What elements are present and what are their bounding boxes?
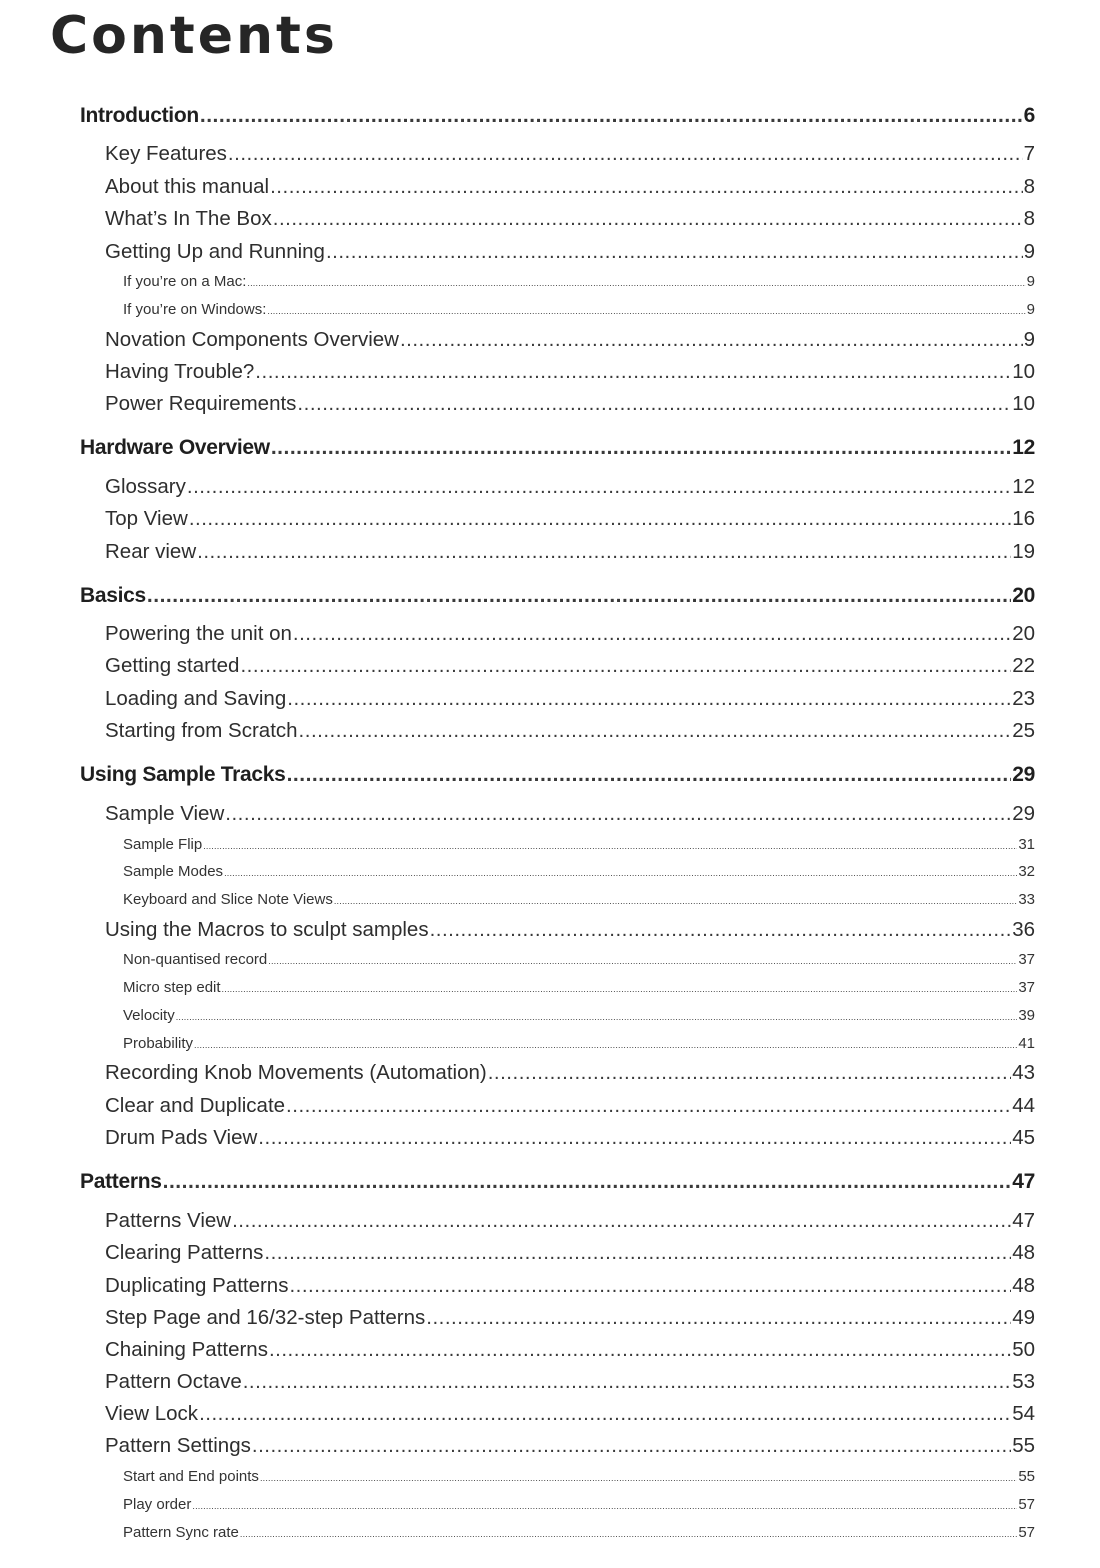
dot-leader [197, 540, 1011, 564]
dot-leader [293, 622, 1011, 646]
toc-entry-label: About this manual [105, 175, 270, 198]
toc-entry-label: Probability [123, 1035, 194, 1052]
toc-entry-page-number: 53 [1012, 1370, 1035, 1393]
toc-entry[interactable] [105, 240, 1035, 264]
toc-entry-page-number: 23 [1012, 687, 1035, 710]
dot-leader [297, 392, 1011, 416]
toc-entry-page-number: 19 [1012, 540, 1035, 563]
toc-entry[interactable] [105, 360, 1035, 384]
toc-section[interactable] [80, 1170, 1035, 1194]
toc-entry-label: Powering the unit on [105, 622, 292, 645]
toc-entry[interactable] [105, 1241, 1035, 1265]
toc-entry-label: Using the Macros to sculpt samples [105, 918, 429, 941]
toc-entry-label: Pattern Octave [105, 1370, 242, 1393]
toc-entry-page-number: 32 [1018, 863, 1035, 880]
toc-entry-page-number: 6 [1023, 104, 1035, 127]
toc-entry-label: Pattern Settings [105, 1434, 251, 1457]
toc-entry-page-number: 9 [1026, 273, 1035, 290]
toc-entry-label: View Lock [105, 1402, 199, 1425]
dot-leader [224, 868, 1017, 878]
toc-entry-page-number: 54 [1012, 1402, 1035, 1425]
toc-entry-page-number: 44 [1012, 1094, 1035, 1117]
toc-entry-label: Loading and Saving [105, 687, 287, 710]
dot-leader [264, 1241, 1011, 1265]
toc-entry-page-number: 10 [1012, 360, 1035, 383]
toc-entry-label: Pattern Sync rate [123, 1524, 239, 1541]
dot-leader [240, 1529, 1017, 1539]
toc-entry-label: Rear view [105, 540, 197, 563]
toc-entry[interactable] [105, 1370, 1035, 1394]
toc-entry-label: Having Trouble? [105, 360, 255, 383]
toc-entry-page-number: 10 [1012, 392, 1035, 415]
dot-leader [400, 328, 1023, 352]
toc-entry-page-number: 29 [1012, 763, 1035, 786]
toc-entry[interactable] [105, 1338, 1035, 1362]
toc-entry-label: Micro step edit [123, 979, 221, 996]
dot-leader [243, 1370, 1011, 1394]
toc-entry-page-number: 29 [1012, 802, 1035, 825]
toc-entry-page-number: 36 [1012, 918, 1035, 941]
toc-entry-page-number: 33 [1018, 891, 1035, 908]
toc-entry[interactable] [105, 475, 1035, 499]
toc-entry-page-number: 7 [1023, 142, 1035, 165]
toc-entry-label: Recording Knob Movements (Automation) [105, 1061, 487, 1084]
dot-leader [326, 240, 1023, 264]
toc-subentry[interactable] [123, 1007, 1035, 1024]
toc-entry-page-number: 37 [1018, 979, 1035, 996]
toc-entry-page-number: 41 [1018, 1035, 1035, 1052]
toc-entry-page-number: 20 [1012, 584, 1035, 607]
toc-entry-label: Introduction [80, 104, 199, 127]
dot-leader [187, 475, 1011, 499]
dot-leader [222, 984, 1018, 994]
toc-entry-page-number: 12 [1012, 436, 1035, 459]
toc-entry[interactable] [105, 687, 1035, 711]
toc-entry-page-number: 39 [1018, 1007, 1035, 1024]
toc-subentry[interactable] [123, 301, 1035, 318]
toc-entry[interactable] [105, 328, 1035, 352]
toc-entry-page-number: 31 [1018, 836, 1035, 853]
toc-entry-page-number: 43 [1012, 1061, 1035, 1084]
toc-entry-label: Chaining Patterns [105, 1338, 268, 1361]
toc-entry[interactable] [105, 1061, 1035, 1085]
dot-leader [228, 142, 1023, 166]
toc-entry[interactable] [105, 507, 1035, 531]
toc-entry-label: Top View [105, 507, 188, 530]
dot-leader [289, 1274, 1011, 1298]
toc-entry-label: Patterns [80, 1170, 162, 1193]
toc-entry[interactable] [105, 540, 1035, 564]
toc-entry-label: Basics [80, 584, 146, 607]
dot-leader [247, 278, 1025, 288]
toc-entry-page-number: 37 [1018, 951, 1035, 968]
toc-subentry[interactable] [123, 1524, 1035, 1541]
toc-entry-label: Duplicating Patterns [105, 1274, 289, 1297]
toc-entry[interactable] [105, 142, 1035, 166]
dot-leader [268, 956, 1017, 966]
dot-leader [240, 654, 1011, 678]
toc-entry-page-number: 22 [1012, 654, 1035, 677]
toc-entry-label: Getting Up and Running [105, 240, 325, 263]
toc-entry[interactable] [105, 622, 1035, 646]
toc-subentry[interactable] [123, 1035, 1035, 1052]
dot-leader [225, 802, 1011, 826]
toc-entry[interactable] [105, 802, 1035, 826]
dot-leader [194, 1040, 1017, 1050]
toc-subentry[interactable] [123, 836, 1035, 853]
toc-entry-label: Clear and Duplicate [105, 1094, 286, 1117]
toc-entry[interactable] [105, 918, 1035, 942]
dot-leader [252, 1434, 1011, 1458]
toc-section[interactable] [80, 104, 1035, 128]
toc-subentry[interactable] [123, 979, 1035, 996]
toc-entry-page-number: 8 [1023, 207, 1035, 230]
toc-entry-label: Sample Modes [123, 863, 224, 880]
toc-entry[interactable] [105, 1126, 1035, 1150]
dot-leader [200, 104, 1023, 128]
dot-leader [203, 841, 1017, 851]
dot-leader [287, 763, 1012, 787]
toc-entry-label: Step Page and 16/32-step Patterns [105, 1306, 426, 1329]
dot-leader [273, 207, 1023, 231]
toc-entry-page-number: 48 [1012, 1241, 1035, 1264]
dot-leader [269, 1338, 1011, 1362]
toc-entry-page-number: 12 [1012, 475, 1035, 498]
toc-entry-label: If you’re on Windows: [123, 301, 267, 318]
dot-leader [270, 175, 1022, 199]
toc-entry-page-number: 45 [1012, 1126, 1035, 1149]
toc-entry-page-number: 50 [1012, 1338, 1035, 1361]
toc-subentry[interactable] [123, 1468, 1035, 1485]
toc-entry-page-number: 8 [1023, 175, 1035, 198]
toc-entry-label: Non-quantised record [123, 951, 268, 968]
toc-entry-page-number: 9 [1023, 240, 1035, 263]
toc-entry-label: Sample View [105, 802, 225, 825]
dot-leader [199, 1402, 1011, 1426]
toc-subentry[interactable] [123, 891, 1035, 908]
toc-entry-page-number: 9 [1023, 328, 1035, 351]
toc-entry-label: Play order [123, 1496, 192, 1513]
toc-entry-label: Getting started [105, 654, 240, 677]
toc-entry[interactable] [105, 1402, 1035, 1426]
toc-entry-label: Clearing Patterns [105, 1241, 264, 1264]
dot-leader [163, 1170, 1012, 1194]
page-title: Contents [50, 6, 338, 66]
toc-entry-label: Key Features [105, 142, 227, 165]
toc-section[interactable] [80, 763, 1035, 787]
toc-entry-page-number: 49 [1012, 1306, 1035, 1329]
dot-leader [176, 1012, 1018, 1022]
dot-leader [299, 719, 1012, 743]
toc-entry-label: Drum Pads View [105, 1126, 258, 1149]
dot-leader [147, 584, 1011, 608]
toc-entry-page-number: 20 [1012, 622, 1035, 645]
toc-entry-page-number: 16 [1012, 507, 1035, 530]
toc-entry[interactable] [105, 207, 1035, 231]
dot-leader [426, 1306, 1011, 1330]
toc-entry-label: What’s In The Box [105, 207, 272, 230]
dot-leader [267, 306, 1025, 316]
toc-entry-page-number: 25 [1012, 719, 1035, 742]
toc-entry[interactable] [105, 1434, 1035, 1458]
toc-entry[interactable] [105, 654, 1035, 678]
dot-leader [287, 687, 1011, 711]
toc-entry-page-number: 47 [1012, 1170, 1035, 1193]
toc-entry-page-number: 55 [1018, 1468, 1035, 1485]
dot-leader [260, 1473, 1017, 1483]
dot-leader [430, 918, 1012, 942]
toc-entry-page-number: 57 [1018, 1496, 1035, 1513]
dot-leader [255, 360, 1011, 384]
toc-subentry[interactable] [123, 863, 1035, 880]
toc-entry[interactable] [105, 1209, 1035, 1233]
toc-entry-label: Sample Flip [123, 836, 203, 853]
dot-leader [286, 1094, 1011, 1118]
toc-entry-label: If you’re on a Mac: [123, 273, 247, 290]
toc-entry-label: Using Sample Tracks [80, 763, 286, 786]
dot-leader [232, 1209, 1011, 1233]
toc-entry-page-number: 55 [1012, 1434, 1035, 1457]
dot-leader [189, 507, 1011, 531]
toc-entry[interactable] [105, 1274, 1035, 1298]
dot-leader [258, 1126, 1011, 1150]
toc-entry-label: Glossary [105, 475, 186, 498]
toc-entry[interactable] [105, 719, 1035, 743]
dot-leader [271, 436, 1011, 460]
toc-subentry[interactable] [123, 951, 1035, 968]
toc-entry[interactable] [105, 392, 1035, 416]
toc-entry-label: Velocity [123, 1007, 175, 1024]
toc-entry-label: Hardware Overview [80, 436, 270, 459]
toc-entry-label: Patterns View [105, 1209, 232, 1232]
toc-entry-page-number: 47 [1012, 1209, 1035, 1232]
toc-entry-label: Keyboard and Slice Note Views [123, 891, 333, 908]
toc-entry-page-number: 57 [1018, 1524, 1035, 1541]
dot-leader [488, 1061, 1011, 1085]
toc-entry[interactable] [105, 1094, 1035, 1118]
toc-entry-page-number: 9 [1026, 301, 1035, 318]
toc-entry-label: Start and End points [123, 1468, 259, 1485]
dot-leader [192, 1501, 1017, 1511]
toc-subentry[interactable] [123, 273, 1035, 290]
toc-entry[interactable] [105, 175, 1035, 199]
toc-entry[interactable] [105, 1306, 1035, 1330]
toc-entry-page-number: 48 [1012, 1274, 1035, 1297]
toc-entry-label: Power Requirements [105, 392, 297, 415]
toc-section[interactable] [80, 436, 1035, 460]
toc-entry-label: Novation Components Overview [105, 328, 399, 351]
toc-section[interactable] [80, 584, 1035, 608]
dot-leader [334, 896, 1017, 906]
toc-subentry[interactable] [123, 1496, 1035, 1513]
toc-entry-label: Starting from Scratch [105, 719, 298, 742]
